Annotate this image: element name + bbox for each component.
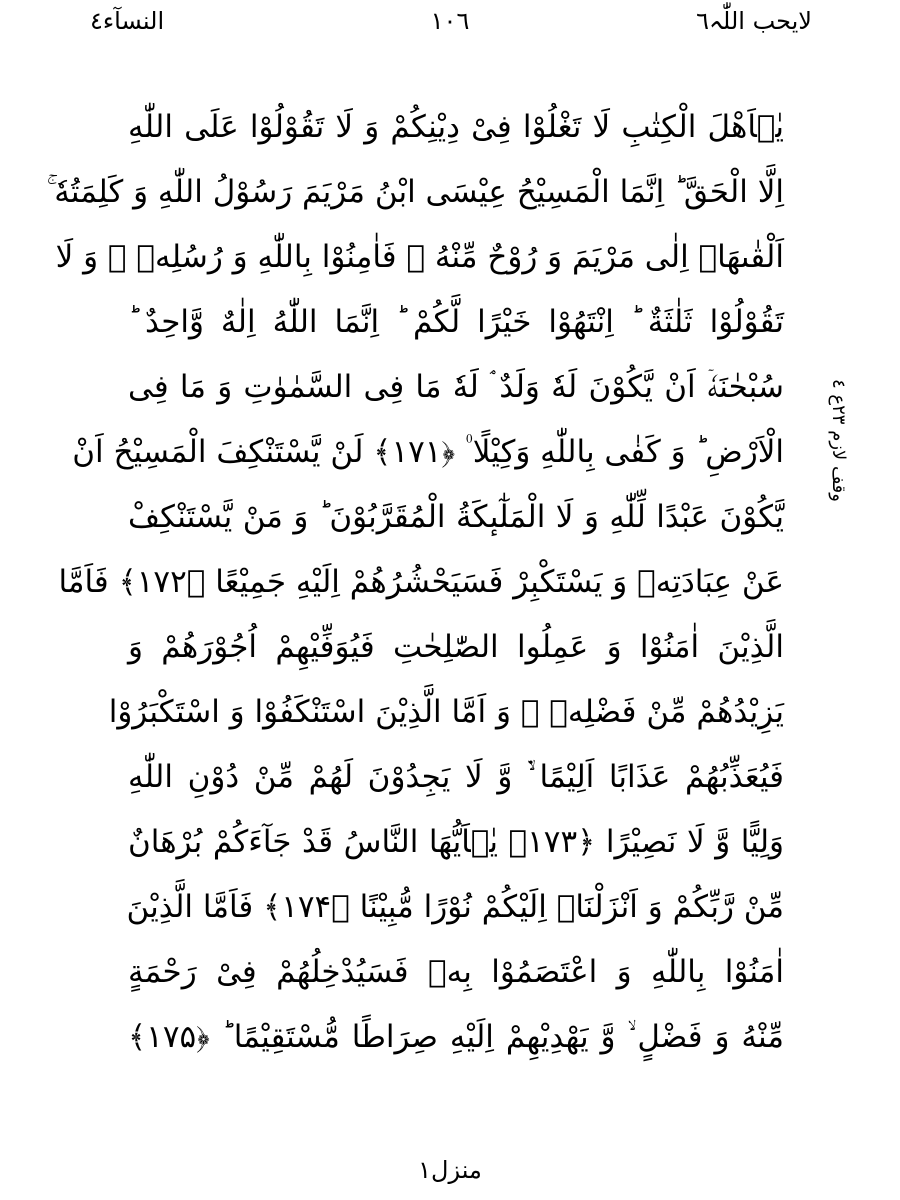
surah-title: النسآء٤ xyxy=(90,7,165,35)
verse-line: مِّنْهُ وَ فَضْلٍ ۙ وَّ یَهْدِیْهِمْ اِلَیْهِ صِرَاطًا مُّسْتَقِیْمًا ؕ ﴿۱۷۵﴾ xyxy=(128,1019,784,1055)
juz-title: لایحب اللّٰہ٦ xyxy=(696,7,812,35)
margin-note: وقف لازم ٢٣ع ٤ xyxy=(828,378,849,502)
verse-line: مِّنْ رَّبِّكُمْ وَ اَنْزَلْنَاۤ اِلَیْكُمْ نُوْرًا مُّبِیْنًا ﴿۱۷۴﴾ فَاَمَّا الَّذِیْنَ xyxy=(126,889,784,925)
verse-line: الْاَرْضِ ؕ وَ كَفٰى بِاللّٰهِ وَكِیْلًا ۠ ﴿۱۷۱﴾ لَنْ یَّسْتَنْكِفَ الْمَسِیْحُ اَنْ xyxy=(72,434,784,470)
verse-line: اَلْقٰىهَاۤ اِلٰى مَرْیَمَ وَ رُوْحٌ مِّنْهُ ٘ فَاٰمِنُوْا بِاللّٰهِ وَ رُسُلِهٖ ۚ وَ لَا xyxy=(55,239,784,275)
verse-line: اٰمَنُوْا بِاللّٰهِ وَ اعْتَصَمُوْا بِهٖ فَسَیُدْخِلُهُمْ فِیْ رَحْمَةٍ xyxy=(128,954,784,990)
verse-line: عَنْ عِبَادَتِهٖ وَ یَسْتَكْبِرْ فَسَیَحْشُرُهُمْ اِلَیْهِ جَمِیْعًا ﴿۱۷۲﴾ فَاَمَّا xyxy=(58,564,784,600)
verse-line: تَقُوْلُوْا ثَلٰثَةٌ ؕ اِنْتَهُوْا خَیْرًا لَّكُمْ ؕ اِنَّمَا اللّٰهُ اِلٰهٌ وَّاحِدٌ ؕ xyxy=(128,304,784,340)
page-header xyxy=(0,0,900,50)
verse-line: سُبْحٰنَهٗۤ اَنْ یَّكُوْنَ لَهٗ وَلَدٌ ۘ لَهٗ مَا فِی السَّمٰوٰتِ وَ مَا فِی xyxy=(128,369,784,405)
verse-line: فَیُعَذِّبُهُمْ عَذَابًا اَلِیْمًا ۙ۬ وَّ لَا یَجِدُوْنَ لَهُمْ مِّنْ دُوْنِ اللّٰهِ xyxy=(128,759,784,795)
manzil-footer: منزل١ xyxy=(418,1156,482,1184)
verse-line: یَزِیْدُهُمْ مِّنْ فَضْلِهٖ ۚ وَ اَمَّا الَّذِیْنَ اسْتَنْكَفُوْا وَ اسْتَكْبَرُوْا xyxy=(108,694,784,730)
verse-line: یَّكُوْنَ عَبْدًا لِّلّٰهِ وَ لَا الْمَلٰٓىٕكَةُ الْمُقَرَّبُوْنَ ؕ وَ مَنْ یَّسْتَنْكِفْ xyxy=(128,499,784,535)
page-number: ١٠٦ xyxy=(430,7,470,35)
quran-text-block xyxy=(46,95,784,1105)
verse-line: الَّذِیْنَ اٰمَنُوْا وَ عَمِلُوا الصّٰلِحٰتِ فَیُوَفِّیْهِمْ اُجُوْرَهُمْ وَ xyxy=(128,629,784,665)
verse-line: اِلَّا الْحَقَّ ؕ اِنَّمَا الْمَسِیْحُ عِیْسَى ابْنُ مَرْیَمَ رَسُوْلُ اللّٰهِ وَ كَلِمَتُهٗ ۚ xyxy=(46,174,784,210)
verse-line: وَلِیًّا وَّ لَا نَصِیْرًا ﴿۱۷۳﴾ یٰۤاَیُّهَا النَّاسُ قَدْ جَآءَكُمْ بُرْهَانٌ xyxy=(128,824,784,860)
verse-line: یٰۤاَهْلَ الْكِتٰبِ لَا تَغْلُوْا فِیْ دِیْنِكُمْ وَ لَا تَقُوْلُوْا عَلَى اللّٰهِ xyxy=(128,109,784,145)
